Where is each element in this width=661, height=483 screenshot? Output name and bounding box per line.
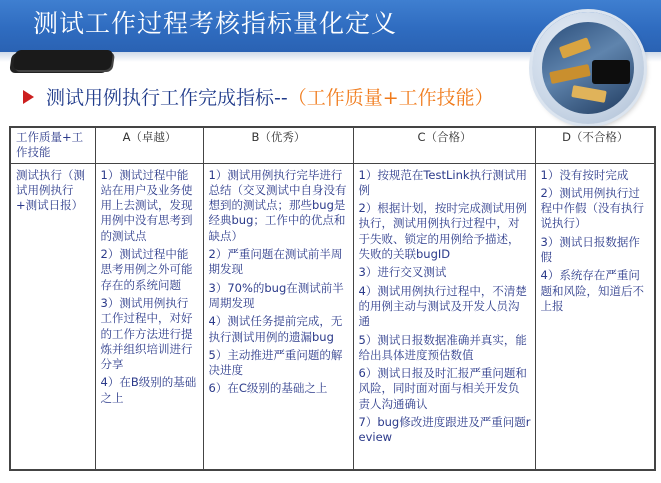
list-item: 2）严重问题在测试前半周期发现 <box>208 247 343 277</box>
list-item: 3）测试用例执行工作过程中，对好的工作方法进行提炼并组织培训进行分享 <box>100 295 193 372</box>
subtitle-accent: （工作质量+工作技能） <box>287 87 494 109</box>
criteria-table <box>9 126 656 471</box>
list-item: 1）测试过程中能站在用户及业务使用上去测试，发现用例中没有思考到的测试点 <box>100 167 193 243</box>
list-item: 7）bug修改进度跟进及严重问题review <box>358 415 531 445</box>
header-cell-a: A（卓越） <box>95 127 203 163</box>
header-cell-c: C（合格） <box>353 127 535 163</box>
header-cell-criteria: 工作质量+工作技能 <box>10 127 95 163</box>
list-item: 1）测试用例执行完毕进行总结（交叉测试中自身没有想到的测试点；那些bug是经典bug；工作中的优点和缺点） <box>208 167 347 243</box>
list-item: 2）测试过程中能思考用例之外可能存在的系统问题 <box>100 247 193 292</box>
section-subtitle <box>23 84 494 112</box>
deco-bar-1 <box>559 37 591 59</box>
subtitle-main: 测试用例执行工作完成指标-- <box>46 87 288 109</box>
level-c-cell <box>353 163 535 470</box>
red-triangle-bullet-icon <box>23 90 34 104</box>
list-item: 2）测试用例执行过程中作假（没有执行说执行） <box>540 185 644 231</box>
level-a-cell <box>95 163 203 470</box>
list-item: 6）在C级别的基础之上 <box>208 381 328 396</box>
list-item: 4）测试用例执行过程中，不清楚的用例主动与测试及开发人员沟通 <box>358 283 527 329</box>
decorative-photo <box>542 22 634 114</box>
list-item: 6）测试日报及时汇报严重问题和风险，同时面对面与相关开发负责人沟通确认 <box>358 366 527 411</box>
table-header-row <box>10 127 655 163</box>
header-cell-d: D（不合格） <box>535 127 655 163</box>
deco-bar-2 <box>549 64 591 84</box>
redacted-logo <box>13 50 114 70</box>
deco-bar-3 <box>571 85 607 103</box>
row-label-cell: 测试执行（测试用例执行+测试日报） <box>10 163 95 470</box>
decorative-circle-image <box>532 12 644 124</box>
list-item: 3）70%的bug在测试前半周期发现 <box>208 280 344 310</box>
list-item: 3）进行交叉测试 <box>358 265 447 280</box>
list-item: 3）测试日报数据作假 <box>540 234 640 265</box>
list-item: 4）在B级别的基础之上 <box>100 375 197 405</box>
header-cell-b: B（优秀） <box>203 127 353 163</box>
list-item: 2）根据计划，按时完成测试用例执行，测试用例执行过程中，对于失败、锁定的用例给予描述，失败的关联bugID <box>358 201 527 262</box>
list-item: 5）主动推进严重问题的解决进度 <box>208 347 343 378</box>
table-row <box>10 163 655 470</box>
list-item: 4）测试任务提前完成，无执行测试用例的遗漏bug <box>208 314 343 344</box>
list-item: 1）按规范在TestLink执行测试用例 <box>358 167 528 197</box>
list-item: 4）系统存在严重问题和风险，知道后不上报 <box>540 268 644 313</box>
level-d-cell <box>535 163 655 470</box>
level-b-cell <box>203 163 353 470</box>
page-title: 测试工作过程考核指标量化定义 <box>33 9 398 38</box>
list-item: 1）没有按时完成 <box>540 167 629 182</box>
list-item: 5）测试日报数据准确并真实，能给出具体进度预估数值 <box>358 332 527 362</box>
redacted-mark <box>592 60 630 84</box>
